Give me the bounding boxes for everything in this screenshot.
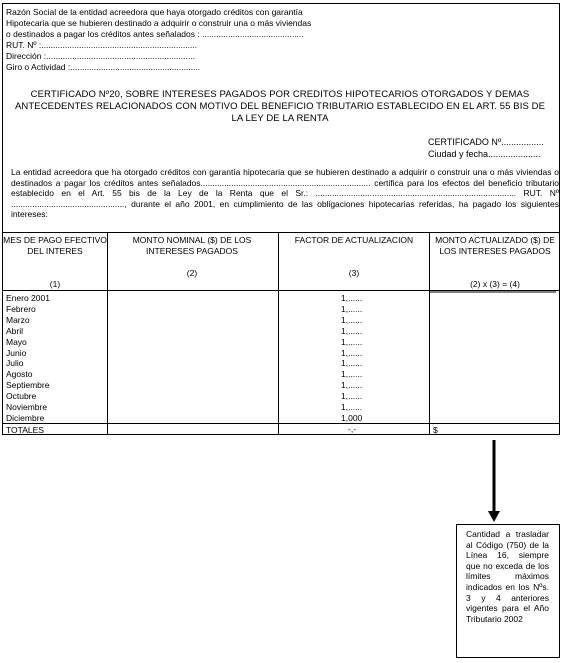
month-cell: Octubre	[6, 391, 37, 402]
title-line: LA LEY DE LA RENTA	[231, 113, 329, 124]
month-cell: Mayo	[6, 336, 27, 347]
header-label: MES DE PAGO EFECTIVO DEL INTERES	[3, 235, 107, 256]
header-line: o destinados a pagar los créditos antes señalados : ...........................................	[6, 29, 304, 39]
month-cell: Febrero	[6, 303, 36, 314]
activity-field: Giro o Actividad :.......................................................	[6, 62, 201, 72]
header-label: FACTOR DE ACTUALIZACION	[294, 235, 414, 245]
month-cell: Abril	[6, 325, 24, 336]
header-label: MONTO ACTUALIZADO ($) DE LOS INTERESES PAGADOS	[435, 235, 555, 256]
header-line: Hipotecaria que se hubieren destinado a adquirir o construir una o más viviendas	[6, 18, 312, 28]
month-cell: Marzo	[6, 314, 30, 325]
month-cell: Julio	[6, 358, 24, 369]
month-cell: Diciembre	[6, 412, 45, 423]
title-line: ANTECEDENTES RELACIONADOS CON MOTIVO DEL BENEFICIO TRIBUTARIO ESTABLECIDO EN EL ART. 55 BIS DE	[14, 101, 546, 112]
certification-paragraph: La entidad acreedora que ha otorgado créditos con garantía hipotecaria que se hubieren destinado a adquirir o construir una o más viviendas o destinados a pagar los créditos antes señalados........................................................................ certifica para los efectos del beneficio tributario establecido en el Art. 55 bis de la Ley de la Renta que el Sr.: ..................................................................................... RUT. Nº ................................................, durante el año 2001, en cumplimiento de las obligaciones hipotecarias referidas, ha pagado los siguientes intereses:	[11, 167, 559, 220]
factor-cell: 1,......	[341, 347, 363, 358]
month-cell: Septiembre	[6, 380, 50, 391]
transfer-note: Cantidad a trasladar al Código (750) de la Línea 16, siempre que no exceda de los límites máximos indicados en los Nºs. 3 y 4 anteriores vigentes para el Año Tributario 2002	[456, 524, 560, 658]
factor-cell: 1,......	[341, 358, 363, 369]
totals-label: TOTALES	[6, 425, 44, 435]
address-field: Dirección :...............................................................	[6, 51, 195, 61]
factor-cell: 1,......	[341, 369, 363, 380]
city-date: Ciudad y fecha.....................	[428, 149, 541, 159]
totals-factor: -,-	[348, 424, 357, 434]
header-number: (2)	[186, 268, 198, 278]
header-label: MONTO NOMINAL ($) DE LOS INTERESES PAGADOS	[132, 235, 252, 256]
factor-cell: 1,......	[341, 293, 363, 303]
header-number: (2) x (3) = (4)	[470, 279, 520, 289]
factor-cell: 1,......	[341, 325, 363, 336]
month-cell: Noviembre	[6, 402, 48, 413]
header-number: (3)	[348, 268, 360, 278]
factor-cell: 1,......	[341, 314, 363, 325]
title-line: CERTIFICADO Nº20, SOBRE INTERESES PAGADOS POR CREDITOS HIPOTECARIOS OTORGADOS Y DEMAS	[30, 89, 530, 100]
header-number: (1)	[49, 279, 61, 289]
header-line: Razón Social de la entidad acreedora que haya otorgado créditos con garantía	[6, 7, 303, 17]
factor-cell: 1,......	[341, 391, 363, 402]
factor-cell: 1,......	[341, 303, 363, 314]
factor-cell: 1,000	[341, 412, 363, 423]
factor-cell: 1,......	[341, 380, 363, 391]
certificate-number: CERTIFICADO Nº.................	[428, 137, 544, 147]
month-cell: Enero 2001	[6, 293, 50, 303]
rut-field: RUT. Nº :..................................................................	[6, 40, 198, 50]
factor-cell: 1,......	[341, 336, 363, 347]
month-cell: Agosto	[6, 369, 33, 380]
month-cell: Junio	[6, 347, 27, 358]
totals-currency: $	[433, 425, 438, 435]
factor-cell: 1,......	[341, 402, 363, 413]
arrow-head-icon	[488, 511, 500, 522]
